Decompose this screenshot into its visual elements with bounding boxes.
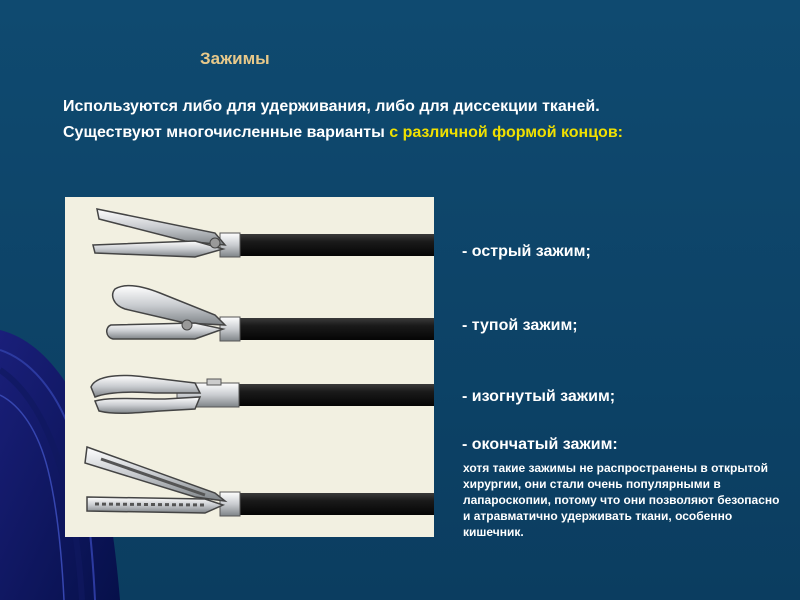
list-item-blunt-clamp: - тупой зажим; — [462, 317, 578, 334]
sharp-clamp-image — [93, 209, 434, 257]
clamps-illustration — [65, 197, 434, 537]
fenestrated-clamp-image — [85, 447, 434, 516]
blunt-clamp-image — [107, 286, 434, 341]
slide-title: Зажимы — [200, 49, 270, 68]
intro-line-1: Используются либо для удерживания, либо для диссекции тканей. — [63, 98, 600, 115]
clamps-illustration-svg — [65, 197, 434, 537]
intro-line-2 — [63, 120, 783, 146]
intro-text — [63, 94, 783, 146]
intro-highlight: с различной формой концов: — [389, 124, 623, 141]
fenestrated-clamp-description: хотя такие зажимы не распространены в открытой хирургии, они стали очень популярными в лапароскопии, потому что они позволяют безопасно и атравматично удерживать ткани, особенно кишечник. — [463, 461, 780, 539]
list-item-sharp-clamp: - острый зажим; — [462, 243, 591, 260]
list-item-curved-clamp: - изогнутый зажим; — [462, 388, 616, 405]
intro-line-2-prefix: Существуют многочисленные варианты — [63, 124, 390, 141]
curved-clamp-image — [91, 375, 434, 413]
list-item-fenestrated-clamp: - окончатый зажим: — [462, 436, 618, 453]
